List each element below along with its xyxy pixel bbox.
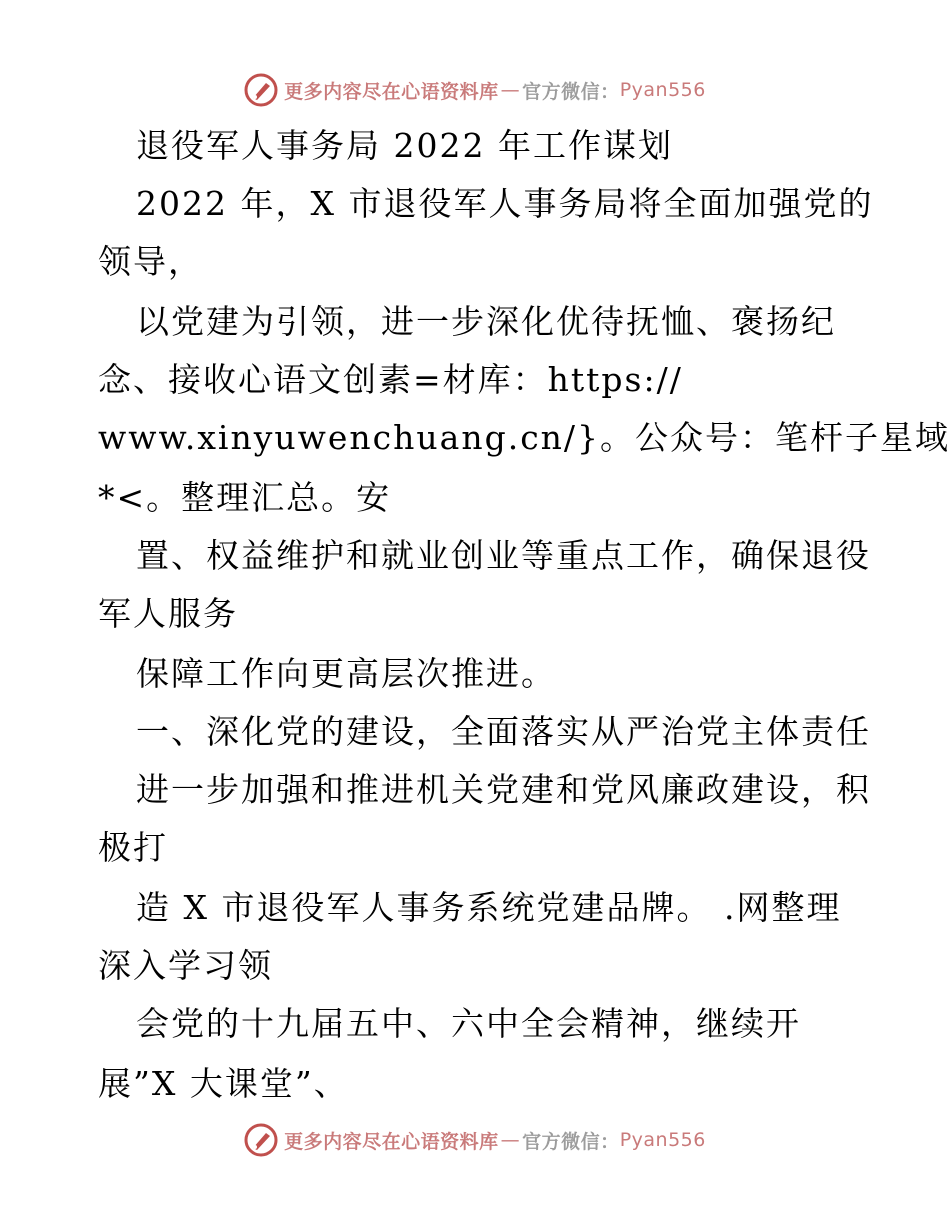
document-title: 退役军人事务局 2022 年工作谋划 bbox=[136, 126, 673, 165]
text-line: 进一步加强和推进机关党建和党风廉政建设，积 bbox=[136, 770, 871, 809]
text-line: 会党的十九届五中、六中全会精神，继续开 bbox=[136, 1004, 801, 1043]
text-line: 造 X 市退役军人事务系统党建品牌。 .网整理 bbox=[136, 888, 842, 927]
text-line: 置、权益维护和就业创业等重点工作，确保退役 bbox=[136, 536, 871, 575]
watermark-wechat-id: Pyan556 bbox=[619, 1129, 706, 1151]
text-line: *<。整理汇总。安 bbox=[98, 478, 392, 517]
text-line: 保障工作向更高层次推进。 bbox=[136, 654, 556, 693]
watermark-dash: — bbox=[500, 79, 521, 101]
text-line: 以党建为引领，进一步深化优待抚恤、褒扬纪 bbox=[136, 302, 836, 341]
text-line: www.xinyuwenchuang.cn/}。公众号：笔杆子星域 bbox=[98, 418, 950, 457]
watermark-text: 更多内容尽在心语资料库 bbox=[284, 1130, 499, 1153]
text-line: 深入学习领 bbox=[98, 946, 273, 985]
watermark-wechat-id: Pyan556 bbox=[619, 79, 706, 101]
text-line: 展”X 大课堂”、 bbox=[98, 1064, 349, 1103]
text-line: 念、接收心语文创素=材库：https:// bbox=[98, 360, 683, 399]
text-line: 领导， bbox=[98, 242, 203, 281]
header-watermark bbox=[0, 70, 950, 110]
watermark-official-label: 官方微信： bbox=[522, 80, 620, 103]
watermark-text: 更多内容尽在心语资料库 bbox=[284, 80, 499, 103]
watermark-dash: — bbox=[500, 1129, 521, 1151]
text-line: 极打 bbox=[98, 828, 168, 867]
text-line: 2022 年，X 市退役军人事务局将全面加强党的 bbox=[136, 184, 874, 223]
watermark-official-label: 官方微信： bbox=[522, 1130, 620, 1153]
pen-logo-icon bbox=[244, 1123, 278, 1157]
footer-watermark bbox=[0, 1120, 950, 1160]
section-heading: 一、深化党的建设，全面落实从严治党主体责任 bbox=[136, 712, 871, 751]
text-line: 军人服务 bbox=[98, 594, 238, 633]
pen-logo-icon bbox=[244, 73, 278, 107]
